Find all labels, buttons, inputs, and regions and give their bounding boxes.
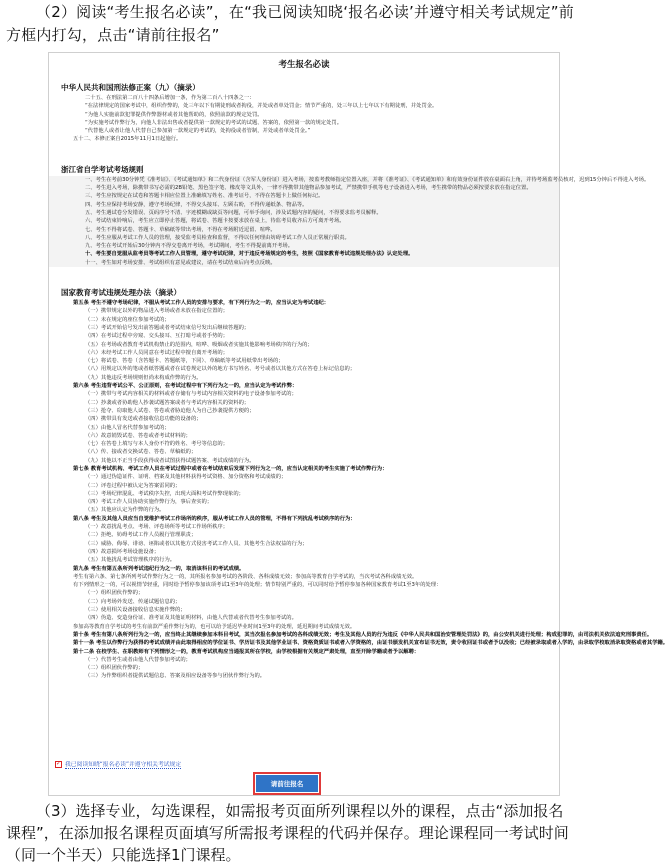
article-heading: 第十二条 在校学生、在职教师有下列情形之一的，教育考试机构应当通报其所在学校，由学校根据有关规定严肃处理，直至开除学籍或者予以解聘： [73, 648, 420, 655]
article-item: （九）其他以不正当手段获得或者试图获得试题答案、考试成绩的行为。 [85, 457, 255, 464]
agreement-checkbox[interactable]: ✓ [55, 760, 62, 767]
rule-line: 六、考试结束铃响后，考生应立即停止答题，将试卷、答题卡按要求放在桌上，待监考员收齐后方可离开考场。 [85, 218, 345, 225]
rules-section-body [49, 176, 650, 267]
article-item: （二）组织团伙作弊的； [85, 665, 144, 672]
article-heading: 第八条 考生及其他人员应当自觉维护考试工作场所的秩序，服从考试工作人员的管理，不得有下列扰乱考试秩序的行为： [73, 515, 356, 522]
registration-notice-page [48, 52, 668, 796]
article-item: （四）考试工作人员协助实施作弊行为，事后查实的； [85, 499, 213, 506]
article-item: （三）使用相关设备接收信息实施作弊的； [85, 607, 186, 614]
article-item: （九）其他违反考场规则但尚未构成作弊的行为。 [85, 374, 202, 381]
article-item: （一）组织团伙作弊的； [85, 590, 144, 597]
article-item: 考生有第六条、第七条所列考试作弊行为之一的，其所报名参加考试的各阶段、各科成绩无效；参加高等教育自学考试的，当次考试各科成绩无效。 [73, 573, 418, 580]
article-item: （五）其他应认定为作弊的行为。 [85, 507, 165, 514]
article-item: （一）代替考生或者由他人代替参加考试的； [85, 656, 191, 663]
go-to-registration-button[interactable]: 请前往报名 [256, 775, 318, 792]
article-item: （一）携带规定以外的物品进入考场或者未放在指定位置的； [85, 308, 229, 315]
article-heading: 第六条 考生违背考试公平、公正原则，在考试过程中有下列行为之一的，应当认定为考试作弊： [73, 383, 298, 390]
article-heading: 第七条 教育考试机构、考试工作人员在考试过程中或者在考试结束后发现下列行为之一的，应当认定相关的考生实施了考试作弊行为： [73, 465, 388, 472]
article-heading: 第五条 考生不遵守考场纪律，不服从考试工作人员的安排与要求，有下列行为之一的，应当认定为考试违纪： [73, 300, 330, 307]
article-item: （三）为作弊组织者提供试题信息、答案及相应设备等参与团伙作弊行为的。 [85, 673, 266, 680]
law-line: “代替他人或者让他人代替自己参加第一款规定的考试的，处拘役或者管制，并处或者单处罚金。” [85, 128, 311, 135]
agreement-label[interactable]: 我已阅读知晓“报名必读”并遵守相关考试规定 [65, 759, 181, 769]
rules-section-title: 浙江省自学考试考场规则 [61, 164, 144, 174]
law-line: 二十五、在刑法第二百八十四条后增加一条，作为第二百八十四条之一： [85, 95, 255, 101]
law-line: “为他人实施前款犯罪提供作弊器材或者其他帮助的，依照前款的规定处罚。 [85, 111, 263, 118]
article-item: （四）伪造、变造身份证、准考证及其他证明材料，由他人代替或者代替考生参加考试的。 [85, 615, 297, 622]
article-item: （五）其他扰乱考试管理秩序的行为。 [85, 557, 176, 564]
article-item: （四）故意损坏考场设施设备； [85, 548, 160, 555]
article-item: （二）抄袭或者协助他人抄袭试题答案或者与考试内容相关的资料的； [85, 399, 250, 406]
article-item: （四）在考试过程中旁窥、交头接耳、互打暗号或者手势的； [85, 333, 229, 340]
rule-line: 十一、考生如对考场安排、考试组织有意见或建议，请在考试结束后向考点反映。 [85, 259, 276, 266]
article-item: （三）威胁、侮辱、诽谤、诬陷或者以其他方式侵害考试工作人员、其他考生合法权益的行为； [85, 540, 308, 547]
rule-line: 三、考生应按规定在试卷和答题卡相应位置上准确填写姓名、准考证号，不得在答题卡上做任何标记。 [85, 193, 324, 200]
rule-line: 一、考生在考前30分钟凭《准考证》、《考试通知单》和二代身份证（含军人身份证）进入考场，按监考教师指定位置入座，并将《准考证》、《考试通知单》和有效身份证件放在桌面右上角，并待考场监考员核对，迟到15分钟后不得进入考场。 [85, 176, 650, 183]
page-title: 考生报名必读 [278, 60, 330, 70]
law-line: 五十二、本修正案自2015年11月1日起施行。 [73, 136, 182, 143]
article-item: 有下列情形之一的，可以视情节轻重，同时给予暂停参加该项考试1至3年的处理；情节特别严重的，可以同时给予暂停参加各种国家教育考试1至3年的处理： [73, 582, 442, 589]
measures-section-title: 国家教育考试违规处理办法（摘录） [61, 288, 181, 298]
article-item: （四）携带具有发送或者接收信息功能的设备的； [85, 416, 202, 423]
article-item: （一）携带与考试内容相关的材料或者存储有与考试内容相关资料的电子设备参加考试的； [85, 391, 297, 398]
article-heading: 第十条 考生有第八条所列行为之一的，应当终止其继续参加本科目考试，其当次报名参加考试的各科成绩无效；考生及其他人员的行为违反《中华人民共和国治安管理处罚法》的，由公安机关进行处理；构成犯罪的，由司法机关依法追究刑事责任。 [73, 631, 653, 638]
instruction-step-3: （3）选择专业，勾选课程，如需报考页面所列课程以外的课程，点击“添加报名课程”，在添加报名课程页面填写所需报考课程的代码并保存。理论课程同一考试时间（同一个半天）只能选择1门课程。 [6, 802, 569, 864]
rule-line-bold: 十、考生要自觉服从监考员等考试工作人员管理，遵守考试纪律，对于违反考场规定的考生，按照《国家教育考试违规处理办法》认定处理。 [85, 251, 414, 258]
law-section-title: 中华人民共和国刑法修正案（九）（摘录） [61, 83, 200, 92]
article-item: 参加高等教育自学考试的考生有前款严重作弊行为的，也可以给予延迟毕业时间1至3年的处理，延迟期间考试成绩无效。 [73, 623, 356, 630]
article-item: （三）抢夺、窃取他人试卷、答卷或者胁迫他人为自己抄袭提供方便的； [85, 407, 255, 414]
rule-line: 八、考生应服从考试工作人员的管理，接受监考员检查和监督，不得以任何理由妨碍考试工作人员正常履行职责。 [85, 234, 350, 241]
article-item: （六）未经考试工作人员同意在考试过程中擅自离开考场的； [85, 349, 229, 356]
article-item: （一）通过伪造证件、证明、档案及其他材料获得考试资格、加分资格和考试成绩的； [85, 474, 287, 481]
article-item: （七）将试卷、答卷（含答题卡、答题纸等，下同）、草稿纸等考试用纸带出考场的； [85, 358, 284, 365]
article-item: （一）故意扰乱考点、考场、评卷场所等考试工作场所秩序； [85, 524, 229, 531]
article-item: （五）由他人冒名代替参加考试的； [85, 424, 170, 431]
law-line: “为实施考试作弊行为，向他人非法出售或者提供第一款规定的考试的试题、答案的，依照第一款的规定处罚。 [85, 119, 342, 126]
article-item: （八）传、接或者交换试卷、答卷、草稿纸的； [85, 449, 197, 456]
rule-line: 五、考生遇试卷分发错误、页码序号不清、字迹模糊或缺页等问题，可举手询问，涉及试题内容的疑问，不得要求监考员解释。 [85, 209, 382, 216]
rule-line: 四、考生应保持考场安静，遵守考场纪律，不得交头接耳、左顾右盼，不得传递纸条、物品等。 [85, 201, 308, 208]
article-item: （八）用规定以外的笔或者纸答题或者在试卷规定以外的地方书写姓名、考号或者以其他方式在答卷上标记信息的； [85, 366, 356, 373]
article-item: （六）故意销毁试卷、答卷或者考试材料的； [85, 432, 191, 439]
article-item: （五）在考场或者教育考试机构禁止的范围内，喧哗、吸烟或者实施其他影响考场秩序的行为的； [85, 341, 313, 348]
article-item: （三）考试开始信号发出前答题或者考试结束信号发出后继续答题的； [85, 324, 250, 331]
law-line: “在法律规定的国家考试中，组织作弊的，处三年以下有期徒刑或者拘役，并处或者单处罚金；情节严重的，处三年以上七年以下有期徒刑，并处罚金。 [85, 103, 438, 110]
rule-line: 七、考生不得将试卷、答题卡、草稿纸等带出考场，不得在考场附近逗留、喧哗。 [85, 226, 276, 233]
article-heading: 第九条 考生有第五条所列考试违纪行为之一的，取消该科目的考试成绩。 [73, 565, 245, 572]
rule-line: 九、考生在考试开始后30分钟内不得交卷离开考场，考试期间，考生不得提前离开考场。 [85, 243, 294, 250]
agreement-row[interactable] [55, 758, 181, 770]
article-heading: 第十一条 考生以作弊行为获得的考试成绩并由此取得相应的学位证书、学历证书及其他学业证书、资格资质证书或者入学资格的，由证书颁发机关宣布证书无效，责令收回证书或者予以没收；已经被录取或者入学的，由录取学校取消录取资格或者其学籍。 [73, 640, 668, 647]
article-item: （七）在答卷上填写与本人身份不符的姓名、考号等信息的； [85, 441, 229, 448]
rule-line: 二、考生进入考场，除携带书写必需的2B铅笔、黑色签字笔、橡皮等文具外，一律不得携带其他物品参加考试，严禁携带手机等电子设备进入考场，考生携带的物品必须按要求放在指定位置。 [85, 185, 532, 192]
article-item: （二）未在规定的座位参加考试的； [85, 316, 170, 323]
article-item: （二）评卷过程中被认定为答案雷同的； [85, 482, 181, 489]
article-item: （三）考场纪律混乱、考试秩序失控，出现大面积考试作弊现象的； [85, 490, 244, 497]
law-section-body [49, 94, 559, 144]
article-item: （二）向考场外发送、传递试题信息的； [85, 598, 181, 605]
instruction-step-2: （2）阅读“考生报名必读”，在“我已阅读知晓‘报名必读’并遵守相关考试规定”前方框内打勾，点击“请前往报名” [6, 3, 574, 44]
measures-section-body [49, 299, 668, 681]
article-item: （二）拒绝、妨碍考试工作人员履行管理职责； [85, 532, 197, 539]
